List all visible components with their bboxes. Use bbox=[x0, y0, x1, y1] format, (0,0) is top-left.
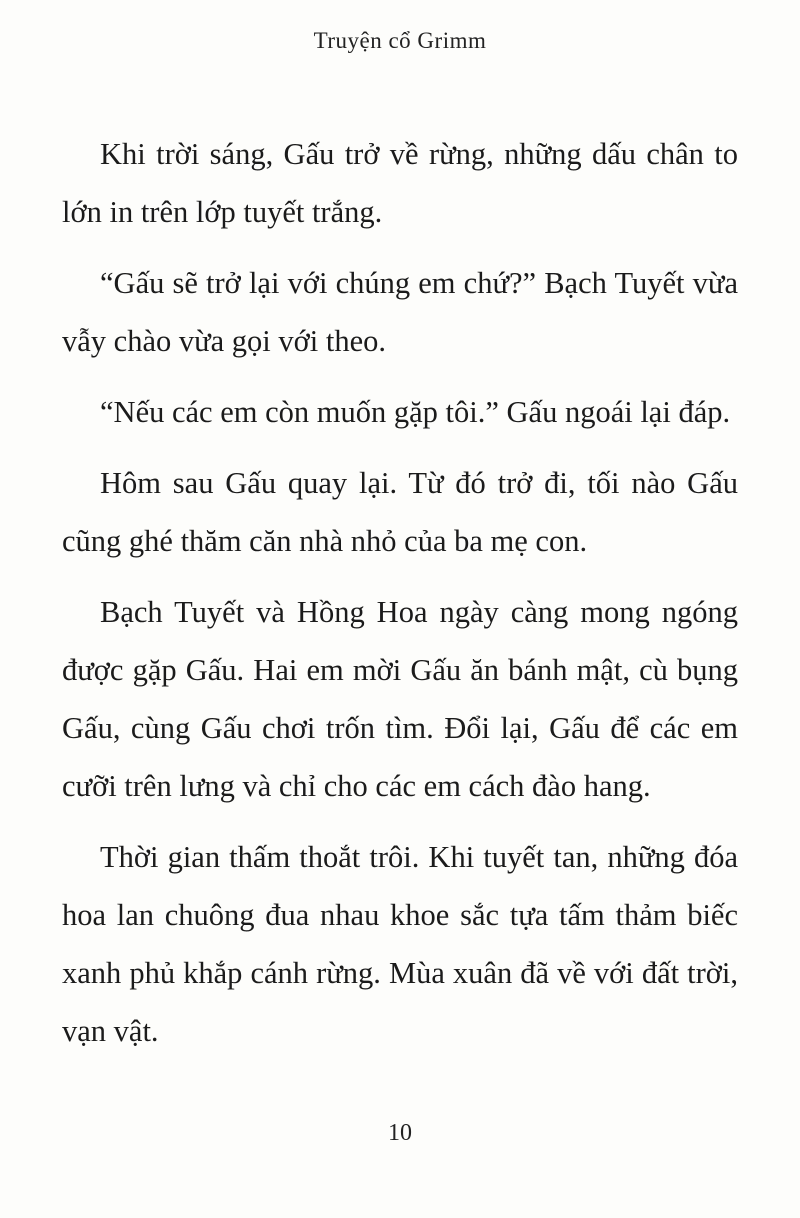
paragraph: Thời gian thấm thoắt trôi. Khi tuyết tan, những đóa hoa lan chuông đua nhau khoe sắc tựa tấm thảm biếc xanh phủ khắp cánh rừng. Mùa xuân đã về với đất trời, vạn vật. bbox=[62, 840, 738, 1048]
paragraph: “Gấu sẽ trở lại với chúng em chứ?” Bạch Tuyết vừa vẫy chào vừa gọi với theo. bbox=[62, 266, 738, 358]
running-header: Truyện cổ Grimm bbox=[313, 28, 487, 53]
paragraph: Hôm sau Gấu quay lại. Từ đó trở đi, tối nào Gấu cũng ghé thăm căn nhà nhỏ của ba mẹ con. bbox=[62, 466, 738, 558]
paragraph: Khi trời sáng, Gấu trở về rừng, những dấu chân to lớn in trên lớp tuyết trắng. bbox=[62, 137, 738, 229]
paragraph: “Nếu các em còn muốn gặp tôi.” Gấu ngoái lại đáp. bbox=[100, 395, 731, 429]
page-number: 10 bbox=[388, 1120, 412, 1146]
body-text bbox=[62, 125, 738, 1073]
paragraph: Bạch Tuyết và Hồng Hoa ngày càng mong ngóng được gặp Gấu. Hai em mời Gấu ăn bánh mật, cù bụng Gấu, cùng Gấu chơi trốn tìm. Đổi lại, Gấu để các em cưỡi trên lưng và chỉ cho các em cách đào hang. bbox=[62, 595, 738, 803]
